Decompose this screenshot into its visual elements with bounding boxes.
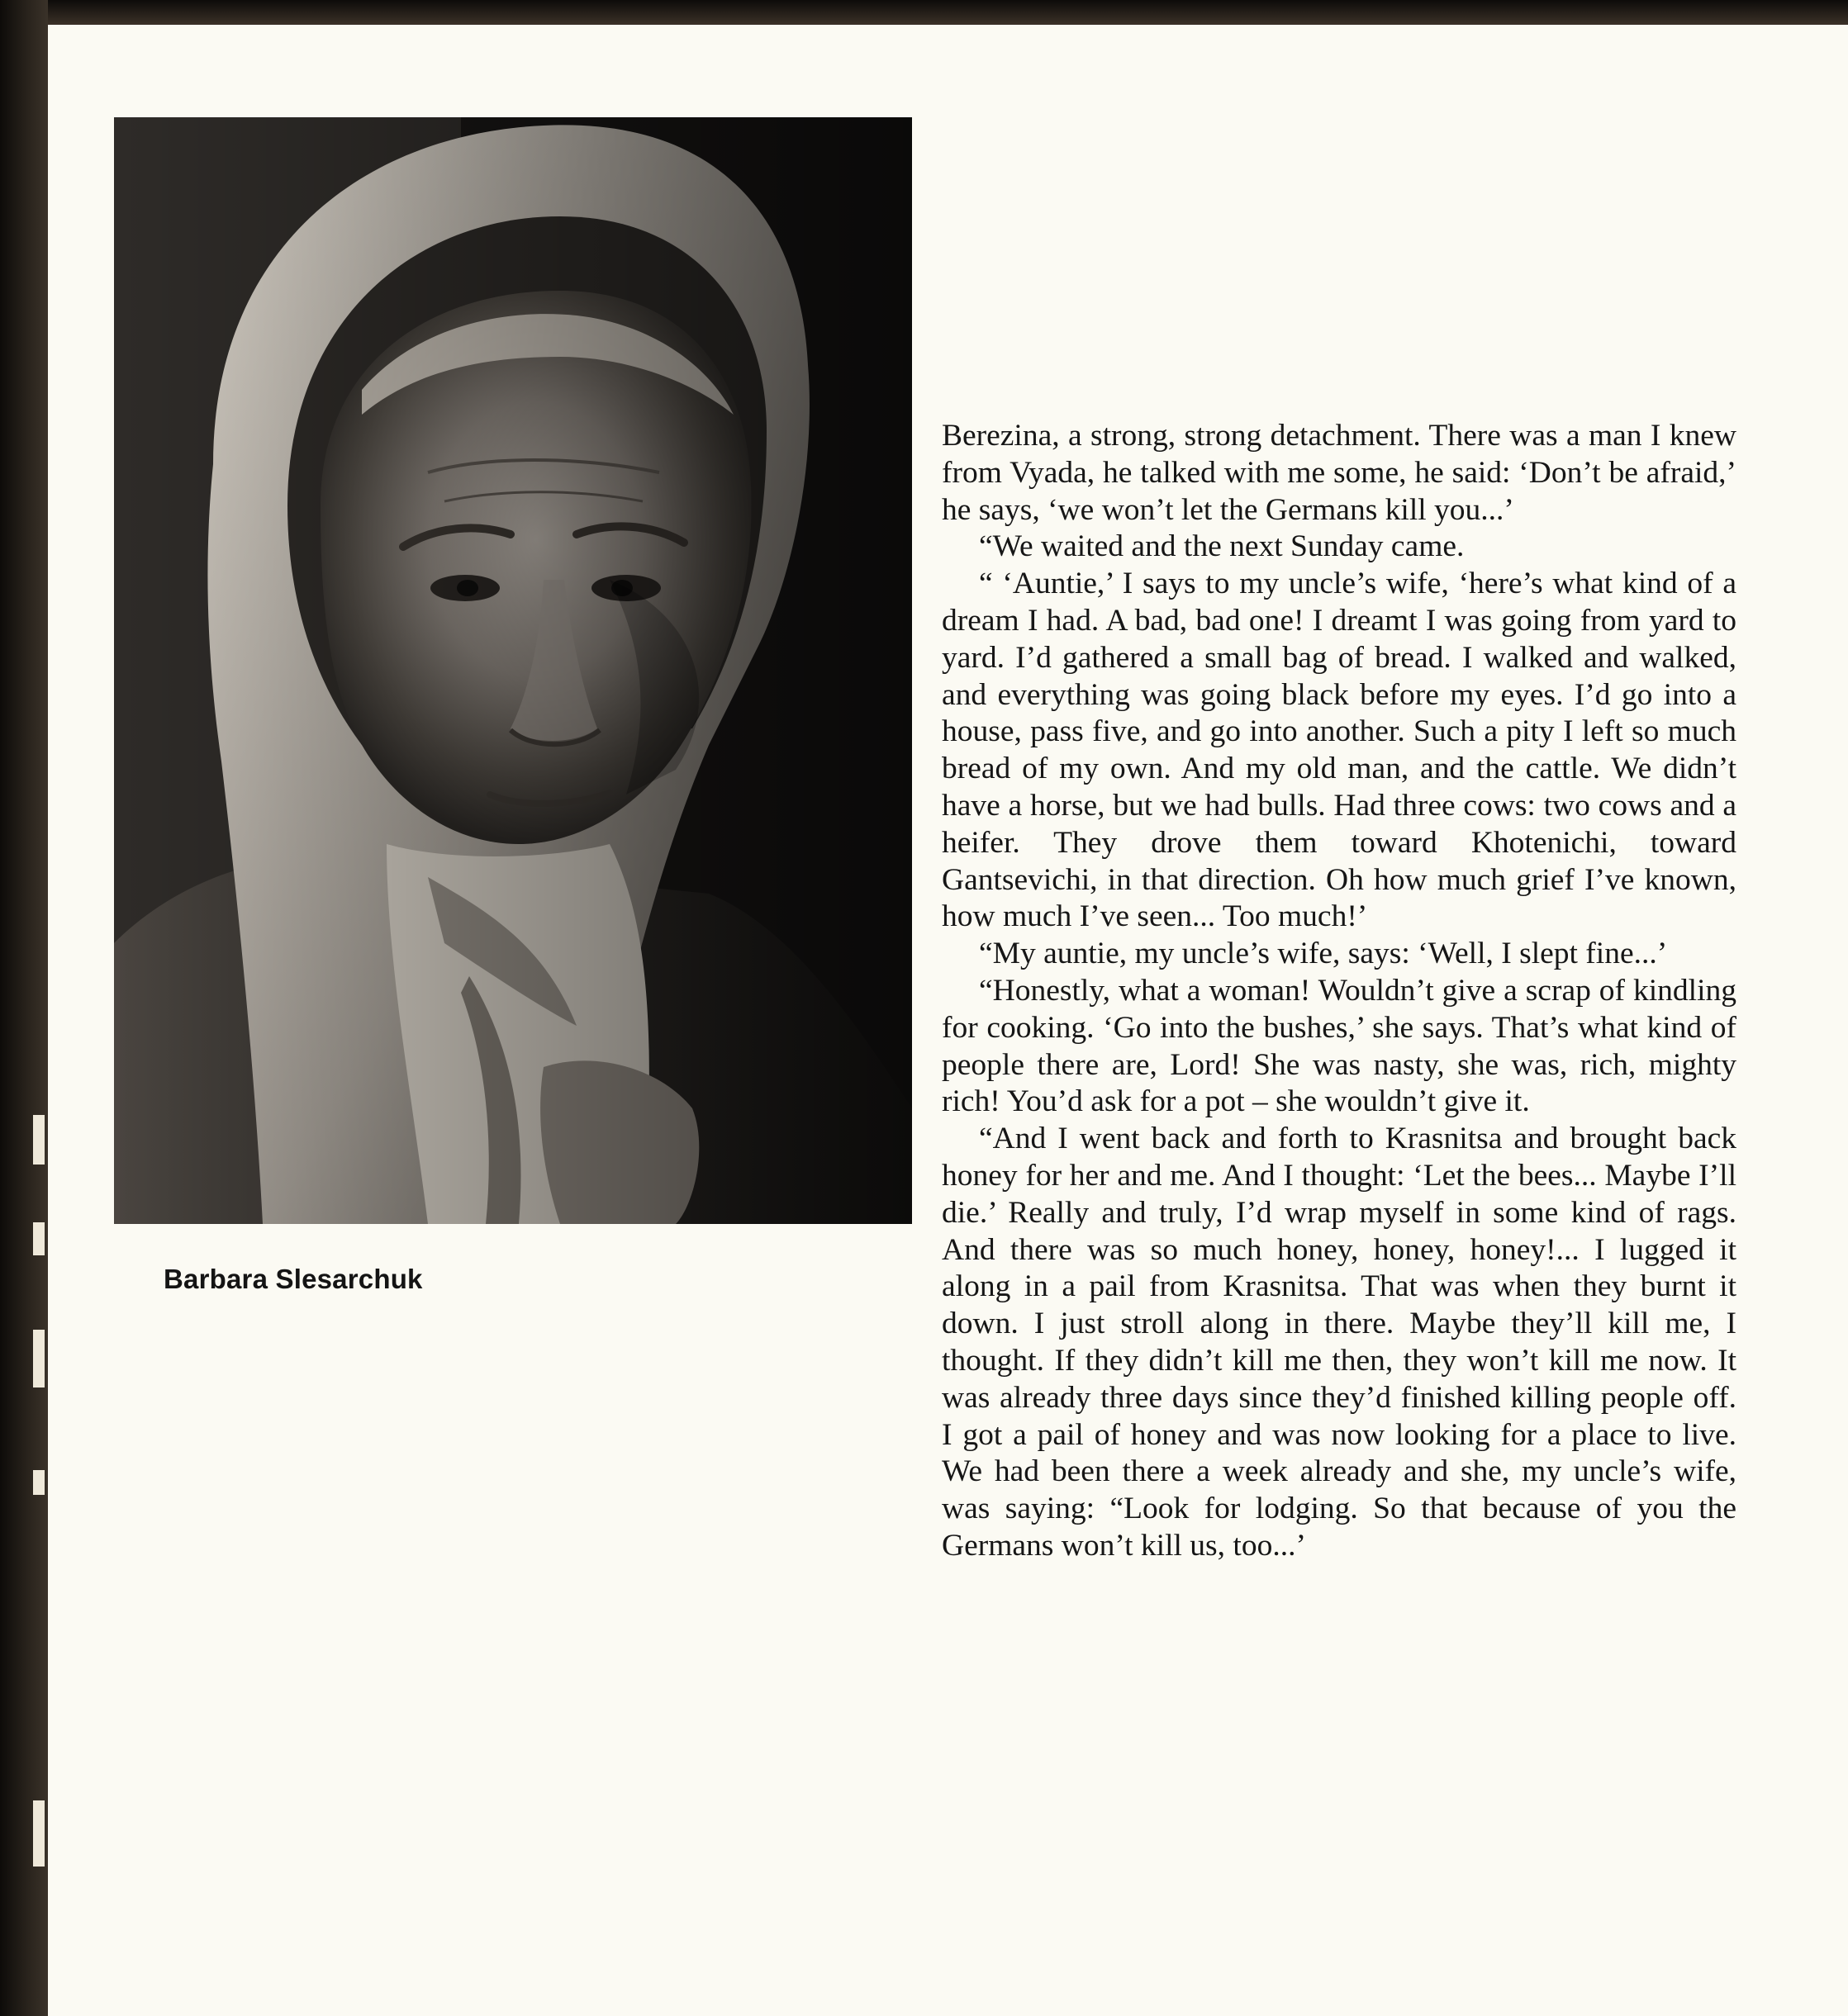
page-top-edge bbox=[48, 0, 1848, 25]
paragraph: “And I went back and forth to Krasnitsa and brought back honey for her and me. And I thought: ‘Let the bees... Maybe I’ll die.’ Really and truly, I’d wrap myself in some kind of rags. And there was so much honey, honey, honey!... I lugged it along in a pail from Krasnitsa. That was when they burnt it down. I just stroll along in there. Maybe they’ll kill me, I thought. If they didn’t kill me then, they won’t kill me now. It was already three days since they’d finished killing people off. I got a pail of honey and was now looking for a place to live. We had been there a week already and she, my uncle’s wife, was saying: “Look for lodging. So that because of you the Germans won’t kill us, too...’ bbox=[942, 1122, 1736, 1563]
book-spine-edge bbox=[0, 0, 48, 2016]
paragraph: “ ‘Auntie,’ I says to my uncle’s wife, ‘here’s what kind of a dream I had. A bad, bad one! I dreamt I was going from yard to yard. I’d gathered a small bag of bread. I walked and walked, and everything was going black before my eyes. I’d go into a house, pass five, and go into another. Such a pity I left so much bread of my own. And my old man, and the cattle. We didn’t have a horse, but we had bulls. Had three cows: two cows and a heifer. They drove them toward Khotenichi, toward Gantsevichi, in that direction. Oh how much grief I’ve known, how much I’ve seen... Too much!’ bbox=[942, 567, 1736, 934]
spine-mark bbox=[33, 1330, 45, 1387]
paragraph: “We waited and the next Sunday came. bbox=[979, 529, 1465, 564]
paragraph: “My auntie, my uncle’s wife, says: ‘Well, I slept fine...’ bbox=[979, 937, 1668, 971]
spine-mark bbox=[33, 1470, 45, 1495]
spine-mark bbox=[33, 1115, 45, 1165]
photo-caption: Barbara Slesarchuk bbox=[164, 1264, 423, 1294]
spine-mark bbox=[33, 1800, 45, 1867]
paragraph: “Honestly, what a woman! Wouldn’t give a scrap of kindling for cooking. ‘Go into the bushes,’ she says. That’s what kind of people there are, Lord! She was nasty, she was, rich, mighty rich! You’d ask for a pot – she wouldn’t give it. bbox=[942, 973, 1736, 1119]
portrait-photo bbox=[114, 117, 912, 1224]
spine-mark bbox=[33, 1222, 45, 1255]
portrait-illustration bbox=[114, 117, 912, 1224]
paragraph: Berezina, a strong, strong detachment. There was a man I knew from Vyada, he talked with me some, he said: ‘Don’t be afraid,’ he says, ‘we won’t let the Germans kill you...’ bbox=[942, 419, 1736, 527]
body-text bbox=[942, 418, 1736, 1565]
